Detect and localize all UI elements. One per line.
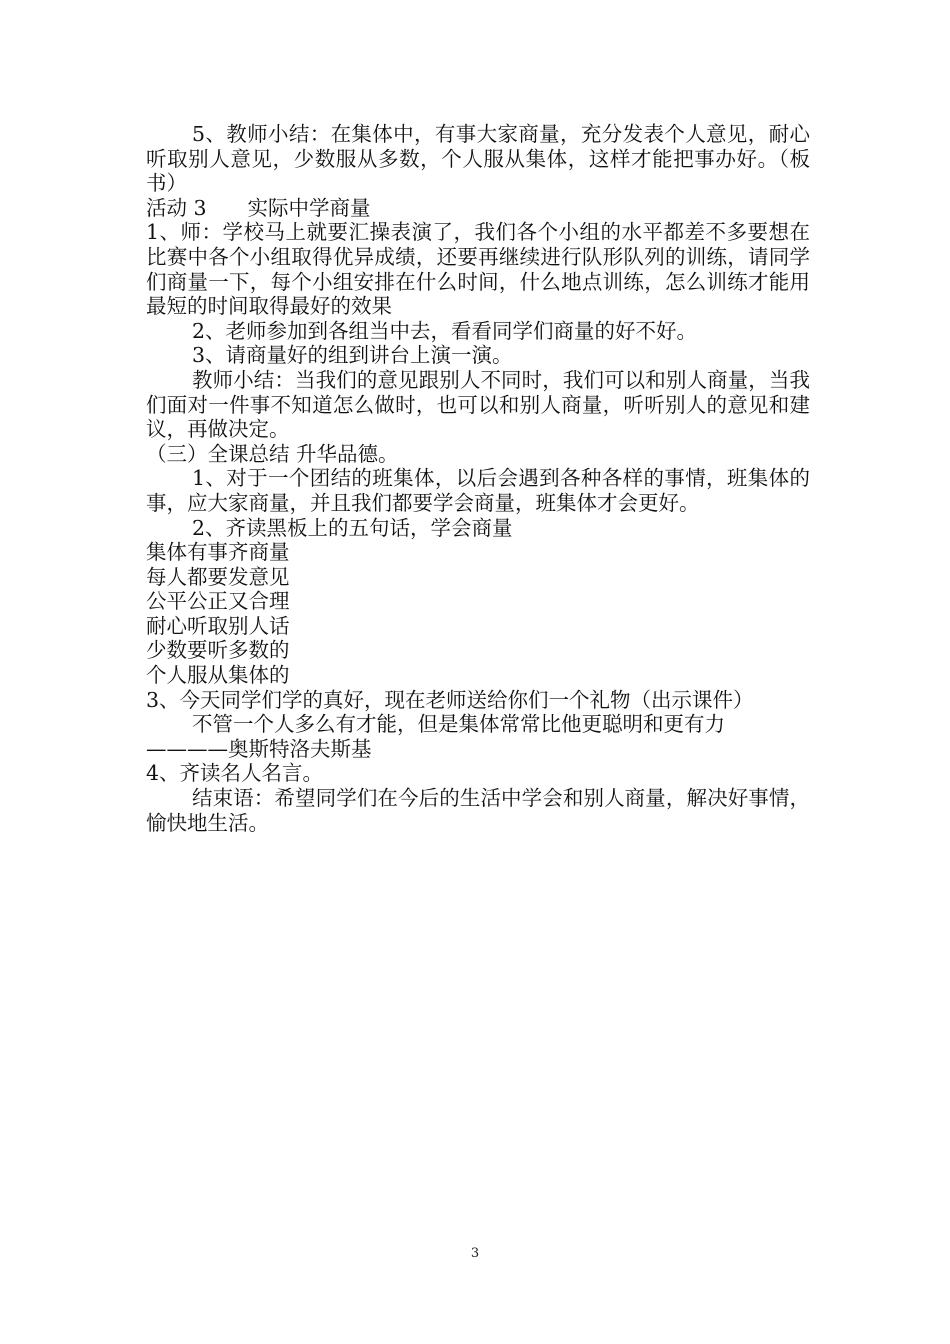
paragraph-summary-4: 4、齐读名人名言。 [146, 761, 324, 786]
paragraph-summary-2: 2、齐读黑板上的五句话，学会商量 [192, 515, 513, 540]
rule-line-5: 少数要听多数的 [146, 638, 290, 663]
rule-line-2: 每人都要发意见 [146, 564, 290, 589]
quote-attribution: ————奥斯特洛夫斯基 [146, 736, 372, 761]
paragraph-step-3: 3、请商量好的组到讲台上演一演。 [192, 343, 513, 368]
paragraph-step-2: 2、老师参加到各组当中去，看看同学们商量的好不好。 [192, 318, 698, 343]
page-number: 3 [470, 1246, 480, 1261]
rule-line-1: 集体有事齐商量 [146, 540, 290, 565]
paragraph-summary-3: 3、今天同学们学的真好，现在老师送给你们一个礼物（出示课件） [146, 687, 754, 712]
section-heading-activity-3: 活动 3 实际中学商量 [146, 195, 371, 220]
quote-text: 不管一个人多么有才能，但是集体常常比他更聪明和更有力 [192, 712, 725, 737]
section-heading-summary: （三）全课总结 升华品德。 [146, 441, 399, 466]
paragraph-teacher-summary-1: 5、教师小结：在集体中，有事大家商量，充分发表个人意见，耐心听取别人意见，少数服从多数，个人服从集体，这样才能把事办好。（板书） [146, 122, 810, 196]
rule-line-3: 公平公正又合理 [146, 589, 290, 614]
paragraph-closing: 结束语：希望同学们在今后的生活中学会和别人商量，解决好事情，愉快地生活。 [146, 786, 810, 835]
rule-line-4: 耐心听取别人话 [146, 613, 290, 638]
paragraph-teacher-summary-2: 教师小结：当我们的意见跟别人不同时，我们可以和别人商量，当我们面对一件事不知道怎么做时，也可以和别人商量，听听别人的意见和建议，再做决定。 [146, 367, 810, 442]
paragraph-teacher-instruction: 1、师：学校马上就要汇操表演了，我们各个小组的水平都差不多要想在比赛中各个小组取得优异成绩，还要再继续进行队形队列的训练，请同学们商量一下，每个小组安排在什么时间，什么地点训练，怎么训练才能用最短的时间取得最好的效果 [146, 220, 810, 319]
paragraph-summary-1: 1、对于一个团结的班集体，以后会遇到各种各样的事情，班集体的事，应大家商量，并且我们都要学会商量，班集体才会更好。 [146, 466, 810, 515]
document-body [146, 122, 810, 835]
rule-line-6: 个人服从集体的 [146, 663, 290, 688]
